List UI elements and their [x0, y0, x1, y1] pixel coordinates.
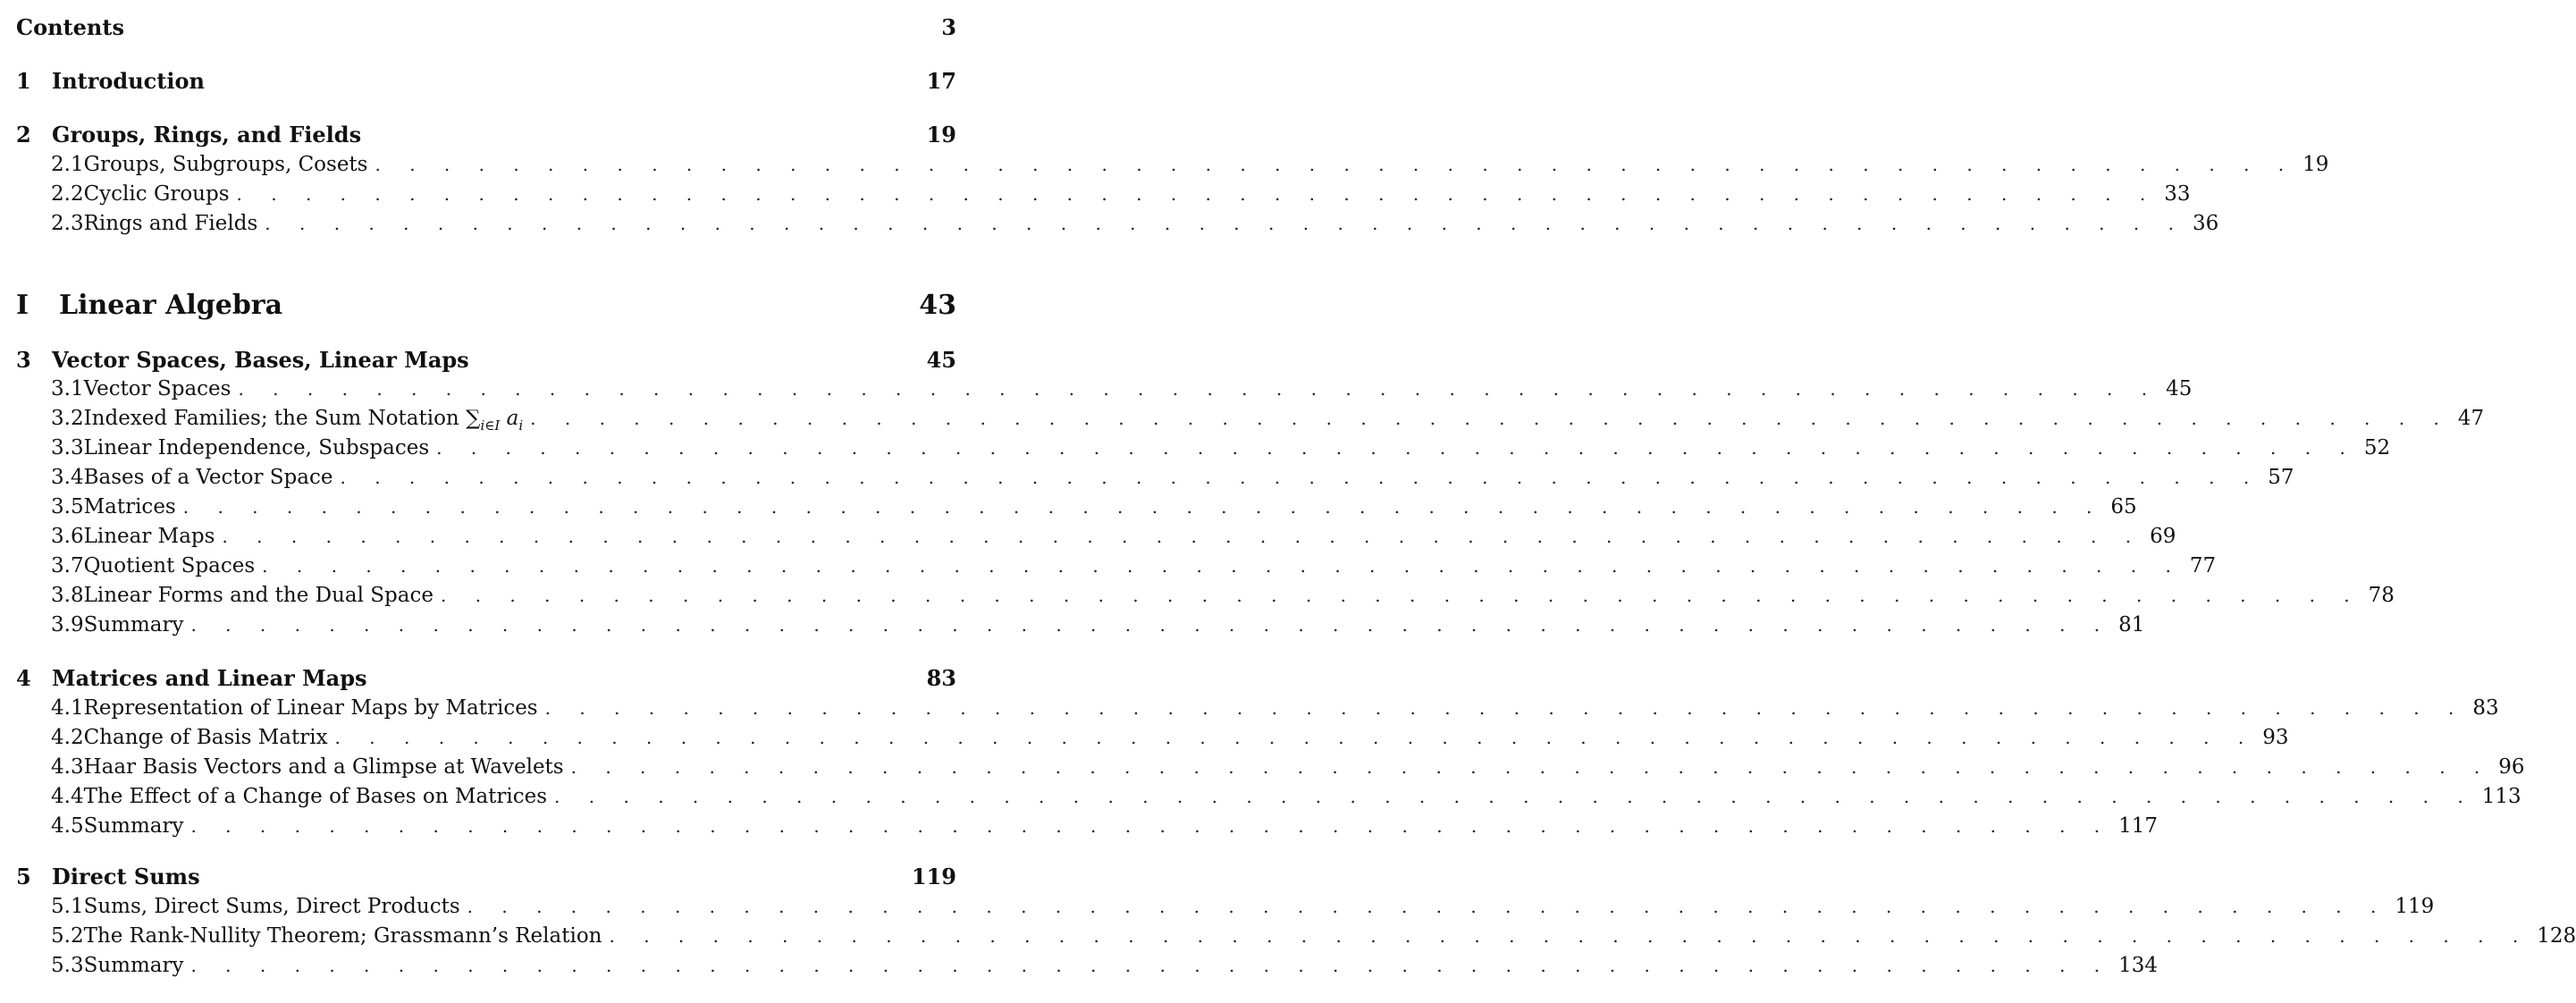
section-title: Cyclic Groups [83, 182, 230, 206]
section-number: 3.8 [51, 584, 84, 607]
section-title: Summary [83, 613, 184, 636]
section-page: 83 [2472, 696, 2499, 720]
section-page: 119 [2395, 895, 2435, 918]
section-title: Groups, Subgroups, Cosets [83, 153, 368, 176]
section-title: Vector Spaces [83, 377, 232, 400]
toc-section[interactable] [51, 726, 2289, 749]
leader-dots: . . . . . . . . . . . . . . . . . . . . . . . . . . . . . . . . . . . . . . . . . . . . . . . . . . . . . . . . [190, 955, 2112, 976]
toc-section[interactable] [51, 554, 2217, 577]
leader-dots: . . . . . . . . . . . . . . . . . . . . . . . . . . . . . . . . . . . . . . . . . . . . . . . . . . . . . . . . [340, 467, 2261, 488]
section-title: The Rank-Nullity Theorem; Grassmann’s Relation [83, 924, 602, 948]
leader-dots: . . . . . . . . . . . . . . . . . . . . . . . . . . . . . . . . . . . . . . . . . . . . . . . . . . . . . . . . [222, 526, 2143, 547]
toc-section[interactable] [51, 153, 2329, 176]
toc-section[interactable] [51, 785, 2521, 808]
section-title: Bases of a Vector Space [83, 466, 333, 489]
chapter-page: 119 [911, 864, 956, 889]
section-page: 45 [2166, 377, 2193, 400]
toc-chapter[interactable] [16, 347, 956, 373]
sum-notation [466, 407, 524, 434]
chapter-page: 45 [926, 347, 956, 373]
toc-part[interactable] [16, 290, 956, 321]
leader-dots: . . . . . . . . . . . . . . . . . . . . . . . . . . . . . . . . . . . . . . . . . . . . . . . . . . . . . . . . [375, 154, 2296, 175]
section-page: 93 [2262, 726, 2289, 749]
section-number: 5.1 [51, 895, 84, 918]
toc-section[interactable] [51, 407, 2485, 434]
chapter-number: 3 [16, 347, 31, 373]
part-page: 43 [919, 290, 956, 321]
section-number: 4.5 [51, 814, 84, 838]
chapter-title: Direct Sums [52, 864, 200, 889]
section-title [84, 407, 531, 434]
leader-dots: . . . . . . . . . . . . . . . . . . . . . . . . . . . . . . . . . . . . . . . . . . . . . . . . . . . . . . . . [265, 213, 2185, 234]
contents-title: Contents [16, 14, 124, 40]
toc-section[interactable] [51, 377, 2193, 400]
section-page: 81 [2118, 613, 2145, 636]
section-number: 2.1 [51, 153, 84, 176]
sum-symbol: ∑ [466, 407, 481, 430]
section-title: Change of Basis Matrix [83, 726, 328, 749]
leader-dots: . . . . . . . . . . . . . . . . . . . . . . . . . . . . . . . . . . . . . . . . . . . . . . . . . . . . . . . . [436, 437, 2357, 459]
toc-chapter[interactable] [16, 68, 956, 94]
chapter-page: 19 [926, 122, 956, 148]
chapter-number: 2 [16, 122, 31, 148]
section-number: 3.1 [51, 377, 84, 400]
section-number: 4.1 [51, 696, 84, 720]
leader-dots: . . . . . . . . . . . . . . . . . . . . . . . . . . . . . . . . . . . . . . . . . . . . . . . . . . . . . . . . [544, 697, 2466, 719]
leader-dots: . . . . . . . . . . . . . . . . . . . . . . . . . . . . . . . . . . . . . . . . . . . . . . . . . . . . . . . . [190, 815, 2112, 837]
section-page: 113 [2481, 785, 2521, 808]
toc-section[interactable] [51, 525, 2176, 548]
section-number: 3.9 [51, 613, 84, 636]
section-page: 19 [2302, 153, 2329, 176]
section-title: Representation of Linear Maps by Matrices [83, 696, 538, 720]
section-number: 5.2 [51, 924, 84, 948]
leader-dots: . . . . . . . . . . . . . . . . . . . . . . . . . . . . . . . . . . . . . . . . . . . . . . . . . . . . . . . . [467, 896, 2388, 917]
section-page: 65 [2110, 495, 2137, 518]
section-page: 36 [2192, 212, 2219, 235]
leader-dots: . . . . . . . . . . . . . . . . . . . . . . . . . . . . . . . . . . . . . . . . . . . . . . . . . . . . . . . . [570, 756, 2492, 778]
section-title: Linear Forms and the Dual Space [83, 584, 434, 607]
chapter-title: Vector Spaces, Bases, Linear Maps [52, 347, 469, 373]
toc-section[interactable] [51, 436, 2391, 459]
toc-section[interactable] [51, 613, 2145, 636]
section-number: 2.2 [51, 182, 84, 206]
sum-term: a [506, 407, 519, 430]
toc-section[interactable] [51, 954, 2159, 977]
chapter-page: 17 [926, 68, 956, 94]
toc-section[interactable] [51, 696, 2499, 720]
toc-section[interactable] [51, 212, 2219, 235]
toc-section[interactable] [51, 895, 2435, 918]
sum-term-subscript: i [518, 417, 524, 434]
chapter-title: Matrices and Linear Maps [52, 665, 367, 691]
section-page: 77 [2189, 554, 2217, 577]
part-title: Linear Algebra [59, 290, 283, 321]
section-page: 47 [2457, 407, 2485, 430]
leader-dots: . . . . . . . . . . . . . . . . . . . . . . . . . . . . . . . . . . . . . . . . . . . . . . . . . . . . . . . . [554, 786, 2475, 807]
section-page: 57 [2268, 466, 2294, 489]
contents-page: 3 [941, 14, 956, 40]
section-title: Linear Maps [83, 525, 215, 548]
section-number: 3.4 [51, 466, 84, 489]
toc-section[interactable] [51, 584, 2395, 607]
chapter-title: Introduction [52, 68, 205, 94]
leader-dots: . . . . . . . . . . . . . . . . . . . . . . . . . . . . . . . . . . . . . . . . . . . . . . . . . . . . . . . . [334, 727, 2256, 748]
section-title: Linear Independence, Subspaces [83, 436, 430, 459]
toc-chapter[interactable] [16, 122, 956, 148]
leader-dots: . . . . . . . . . . . . . . . . . . . . . . . . . . . . . . . . . . . . . . . . . . . . . . . . . . . . . . . . [530, 408, 2451, 429]
section-number: 5.3 [51, 954, 84, 977]
toc-section[interactable] [51, 814, 2159, 838]
section-page: 96 [2498, 755, 2525, 779]
section-title: Sums, Direct Sums, Direct Products [83, 895, 460, 918]
leader-dots: . . . . . . . . . . . . . . . . . . . . . . . . . . . . . . . . . . . . . . . . . . . . . . . . . . . . . . . . [236, 183, 2158, 205]
chapter-number: 5 [16, 864, 31, 889]
section-page: 33 [2164, 182, 2191, 206]
section-title: Rings and Fields [83, 212, 258, 235]
section-page: 117 [2118, 814, 2159, 838]
section-title: Summary [83, 954, 184, 977]
chapter-page: 83 [926, 665, 956, 691]
toc-section[interactable] [51, 182, 2191, 206]
section-number: 4.4 [51, 785, 84, 808]
section-number: 3.3 [51, 436, 84, 459]
section-number: 4.2 [51, 726, 84, 749]
section-number: 3.5 [51, 495, 84, 518]
toc-section[interactable] [51, 755, 2525, 779]
section-page: 69 [2150, 525, 2176, 548]
leader-dots: . . . . . . . . . . . . . . . . . . . . . . . . . . . . . . . . . . . . . . . . . . . . . . . . . . . . . . . . [182, 496, 2104, 518]
leader-dots: . . . . . . . . . . . . . . . . . . . . . . . . . . . . . . . . . . . . . . . . . . . . . . . . . . . . . . . . [262, 555, 2183, 577]
section-page: 52 [2363, 436, 2391, 459]
section-number: 2.3 [51, 212, 84, 235]
section-page: 134 [2118, 954, 2159, 977]
sum-subscript: i∈I [480, 417, 501, 434]
chapter-title: Groups, Rings, and Fields [52, 122, 362, 148]
section-number: 3.7 [51, 554, 84, 577]
section-number: 3.2 [51, 407, 84, 430]
leader-dots: . . . . . . . . . . . . . . . . . . . . . . . . . . . . . . . . . . . . . . . . . . . . . . . . . . . . . . . . [440, 585, 2361, 606]
section-title: Haar Basis Vectors and a Glimpse at Wavelets [83, 755, 564, 779]
leader-dots: . . . . . . . . . . . . . . . . . . . . . . . . . . . . . . . . . . . . . . . . . . . . . . . . . . . . . . . . [190, 614, 2112, 636]
chapter-number: 1 [16, 68, 31, 94]
section-number: 3.6 [51, 525, 84, 548]
section-page: 78 [2368, 584, 2395, 607]
toc-section[interactable] [51, 495, 2137, 518]
toc-header [16, 14, 956, 40]
section-page: 128 [2537, 924, 2576, 948]
section-title-text: Indexed Families; the Sum Notation [83, 407, 459, 430]
toc-section[interactable] [51, 924, 2576, 948]
section-title: Quotient Spaces [83, 554, 256, 577]
section-number: 4.3 [51, 755, 84, 779]
toc-chapter[interactable] [16, 864, 956, 889]
leader-dots: . . . . . . . . . . . . . . . . . . . . . . . . . . . . . . . . . . . . . . . . . . . . . . . . . . . . . . . . [238, 378, 2159, 400]
section-title: Matrices [83, 495, 176, 518]
section-title: The Effect of a Change of Bases on Matrices [83, 785, 548, 808]
section-title: Summary [83, 814, 184, 838]
chapter-number: 4 [16, 665, 31, 691]
part-number: I [16, 290, 29, 321]
toc-section[interactable] [51, 466, 2294, 489]
toc-chapter[interactable] [16, 665, 956, 691]
leader-dots: . . . . . . . . . . . . . . . . . . . . . . . . . . . . . . . . . . . . . . . . . . . . . . . . . . . . . . . . [609, 925, 2530, 947]
